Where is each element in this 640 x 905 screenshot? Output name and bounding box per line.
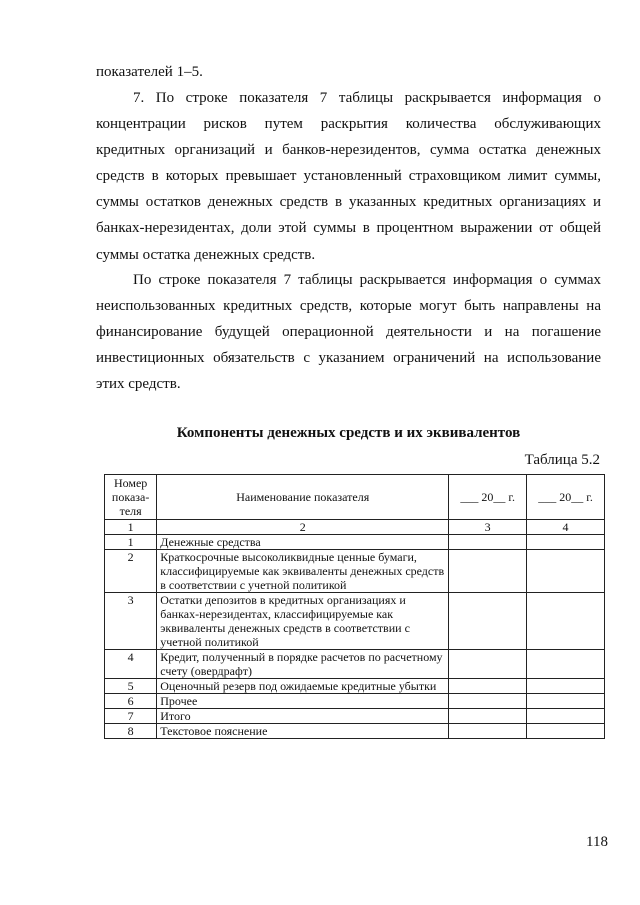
column-number: 3 — [449, 520, 527, 535]
column-number-row — [105, 520, 605, 535]
cash-components-table — [104, 474, 605, 739]
table-row — [105, 724, 605, 739]
row-number: 7 — [105, 709, 157, 724]
table-number: Таблица 5.2 — [524, 452, 600, 468]
row-name: Оценочный резерв под ожидаемые кредитные убытки — [157, 679, 449, 694]
row-name: Прочее — [157, 694, 449, 709]
column-number: 4 — [527, 520, 605, 535]
row-value-2 — [527, 694, 605, 709]
header-period-1: ___ 20__ г. — [449, 475, 527, 520]
header-number: Номер показа-теля — [105, 475, 157, 520]
row-value-1 — [449, 724, 527, 739]
row-value-2 — [527, 679, 605, 694]
paragraph-8: По строке показателя 7 таблицы раскрывается информация о суммах неиспользованных кредитных средств, которые могут быть направлены на финансирование будущей операционной деятельности и на погашение инвестиционных обязательств с указанием ограничений на использование этих средств. — [96, 272, 601, 393]
row-number: 2 — [105, 550, 157, 593]
row-value-1 — [449, 650, 527, 679]
table-row — [105, 593, 605, 650]
table-row — [105, 650, 605, 679]
table-header-row — [105, 475, 605, 520]
header-period-2: ___ 20__ г. — [527, 475, 605, 520]
table-title: Компоненты денежных средств и их эквивалентов — [176, 425, 521, 441]
continuation-text: показателей 1–5. — [96, 64, 203, 80]
row-value-2 — [527, 550, 605, 593]
row-value-2 — [527, 535, 605, 550]
page-number: 118 — [586, 834, 608, 850]
row-name: Остатки депозитов в кредитных организациях и банках-нерезидентах, классифицируемые как эквиваленты денежных средств в соответствии с учетной политикой — [157, 593, 449, 650]
row-name: Текстовое пояснение — [157, 724, 449, 739]
paragraph-7: 7. По строке показателя 7 таблицы раскрывается информация о концентрации рисков путем раскрытия количества обслуживающих кредитных организаций и банков-нерезидентов, сумма остатка денежных средств в которых превышает установленный страховщиком лимит суммы, суммы остатков денежных средств в указанных кредитных организациях и банках-нерезидентах, доли этой суммы в процентном выражении от общей суммы остатка денежных средств. — [96, 90, 601, 263]
row-value-1 — [449, 593, 527, 650]
row-number: 5 — [105, 679, 157, 694]
column-number: 2 — [157, 520, 449, 535]
row-value-1 — [449, 709, 527, 724]
row-name: Краткосрочные высоколиквидные ценные бумаги, классифицируемые как эквиваленты денежных средств в соответствии с учетной политикой — [157, 550, 449, 593]
row-value-1 — [449, 535, 527, 550]
row-value-2 — [527, 593, 605, 650]
row-value-2 — [527, 650, 605, 679]
header-name: Наименование показателя — [157, 475, 449, 520]
column-number: 1 — [105, 520, 157, 535]
row-number: 4 — [105, 650, 157, 679]
row-name: Кредит, полученный в порядке расчетов по расчетному счету (овердрафт) — [157, 650, 449, 679]
table-row — [105, 550, 605, 593]
row-value-1 — [449, 679, 527, 694]
row-value-1 — [449, 550, 527, 593]
table-row — [105, 679, 605, 694]
table-row — [105, 709, 605, 724]
row-number: 1 — [105, 535, 157, 550]
row-number: 6 — [105, 694, 157, 709]
row-name: Итого — [157, 709, 449, 724]
row-number: 3 — [105, 593, 157, 650]
table-row — [105, 694, 605, 709]
table-row — [105, 535, 605, 550]
row-value-1 — [449, 694, 527, 709]
row-name: Денежные средства — [157, 535, 449, 550]
row-value-2 — [527, 724, 605, 739]
row-number: 8 — [105, 724, 157, 739]
row-value-2 — [527, 709, 605, 724]
